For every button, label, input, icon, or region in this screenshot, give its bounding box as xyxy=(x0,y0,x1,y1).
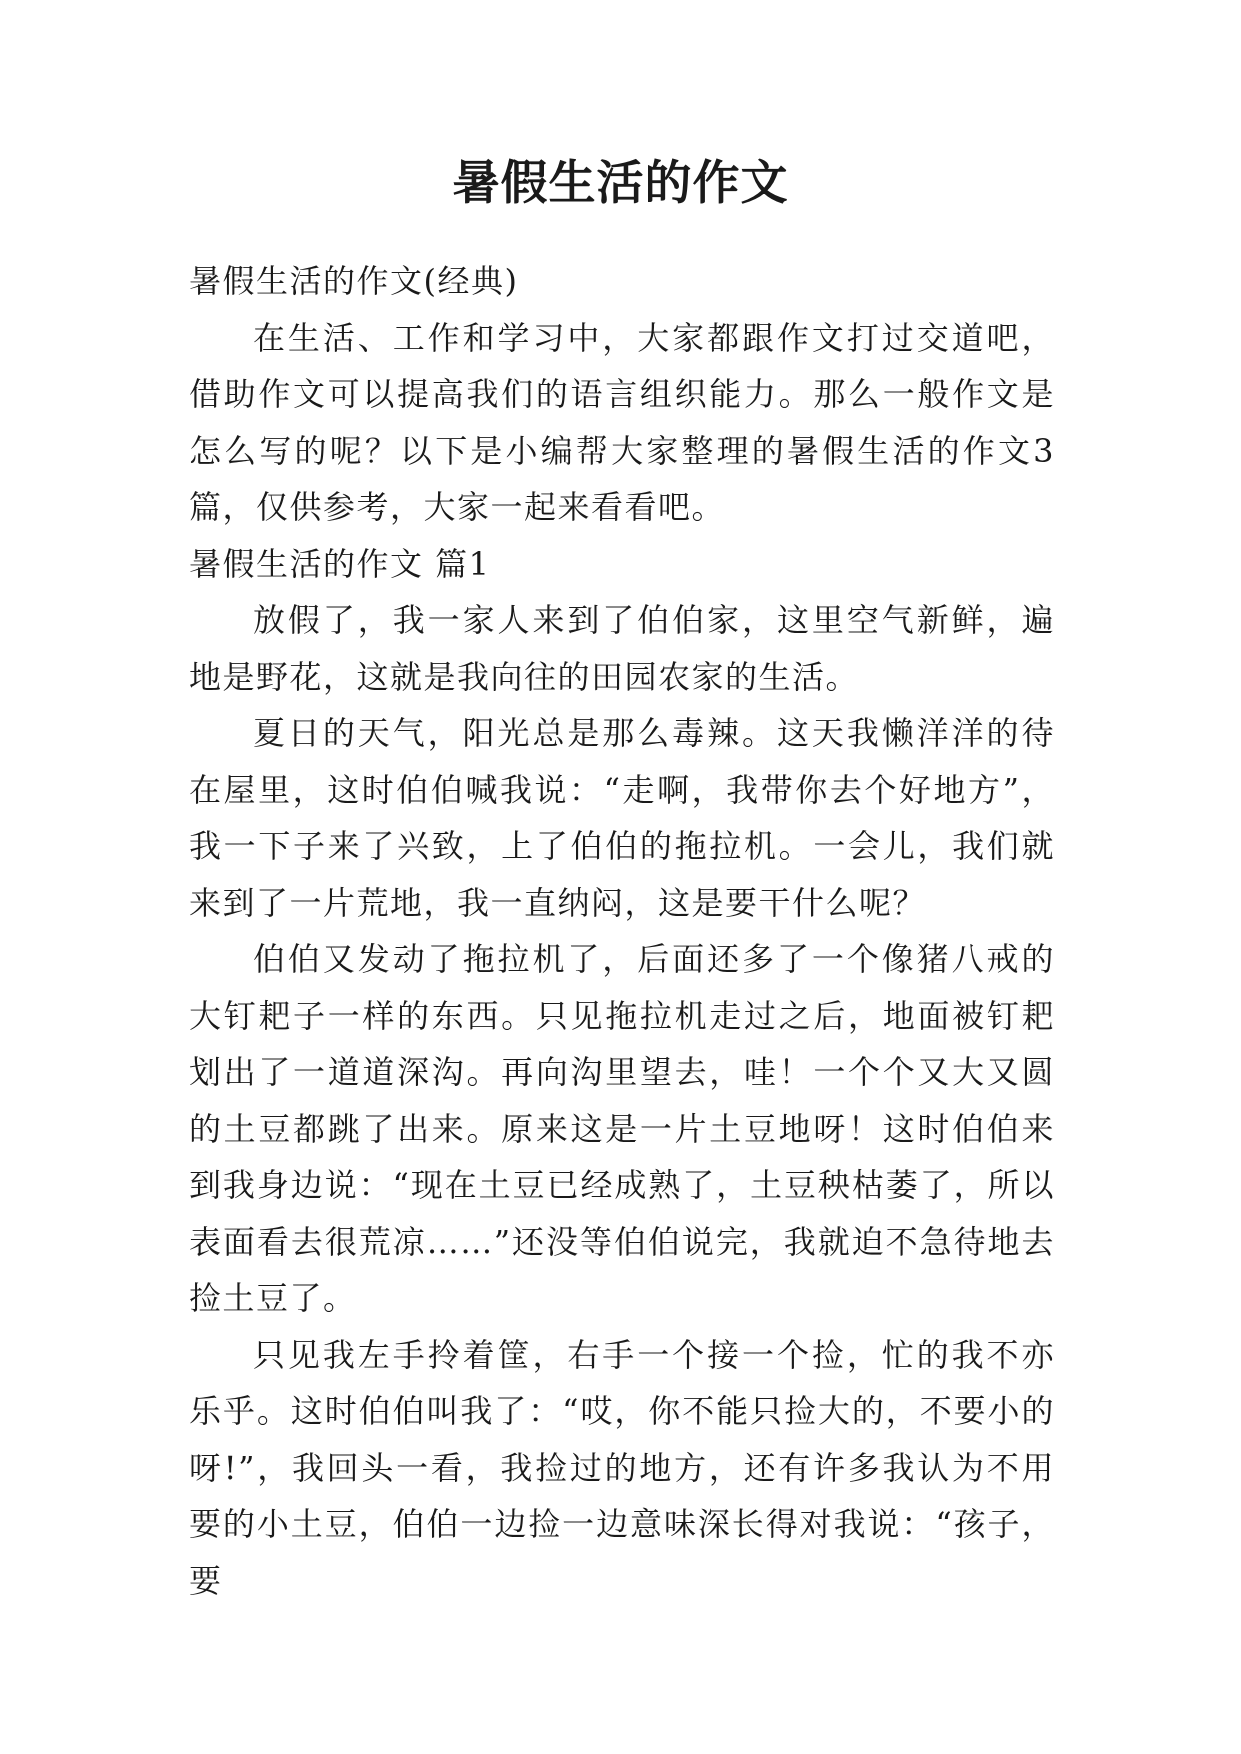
paragraph: 放假了，我一家人来到了伯伯家，这里空气新鲜，遍地是野花，这就是我向往的田园农家的生活。 xyxy=(189,601,1055,696)
paragraph: 只见我左手拎着筐，右手一个接一个捡，忙的我不亦乐乎。这时伯伯叫我了：“哎，你不能只捡大的，不要小的呀!”，我回头一看，我捡过的地方，还有许多我认为不用要的小土豆，伯伯一边捡一边意味深长得对我说：“孩子，要 xyxy=(189,1335,1055,1600)
page-title: 暑假生活的作文 xyxy=(452,156,789,211)
subtitle: 暑假生活的作文(经典) xyxy=(189,262,519,300)
document-body xyxy=(189,253,1055,1609)
intro-paragraph: 在生活、工作和学习中，大家都跟作文打过交道吧，借助作文可以提高我们的语言组织能力。那么一般作文是怎么写的呢？以下是小编帮大家整理的暑假生活的作文3篇，仅供参考，大家一起来看看吧。 xyxy=(189,318,1055,526)
section-heading: 暑假生活的作文 篇1 xyxy=(189,544,491,583)
paragraph: 伯伯又发动了拖拉机了，后面还多了一个像猪八戒的大钉耙子一样的东西。只见拖拉机走过之后，地面被钉耙划出了一道道深沟。再向沟里望去，哇！一个个又大又圆的土豆都跳了出来。原来这是一片土豆地呀！这时伯伯来到我身边说：“现在土豆已经成熟了，土豆秧枯萎了，所以表面看去很荒凉……”还没等伯伯说完，我就迫不急待地去捡土豆了。 xyxy=(189,940,1055,1317)
paragraph: 夏日的天气，阳光总是那么毒辣。这天我懒洋洋的待在屋里，这时伯伯喊我说：“走啊，我带你去个好地方”，我一下子来了兴致，上了伯伯的拖拉机。一会儿，我们就来到了一片荒地，我一直纳闷，这是要干什么呢？ xyxy=(189,714,1055,922)
